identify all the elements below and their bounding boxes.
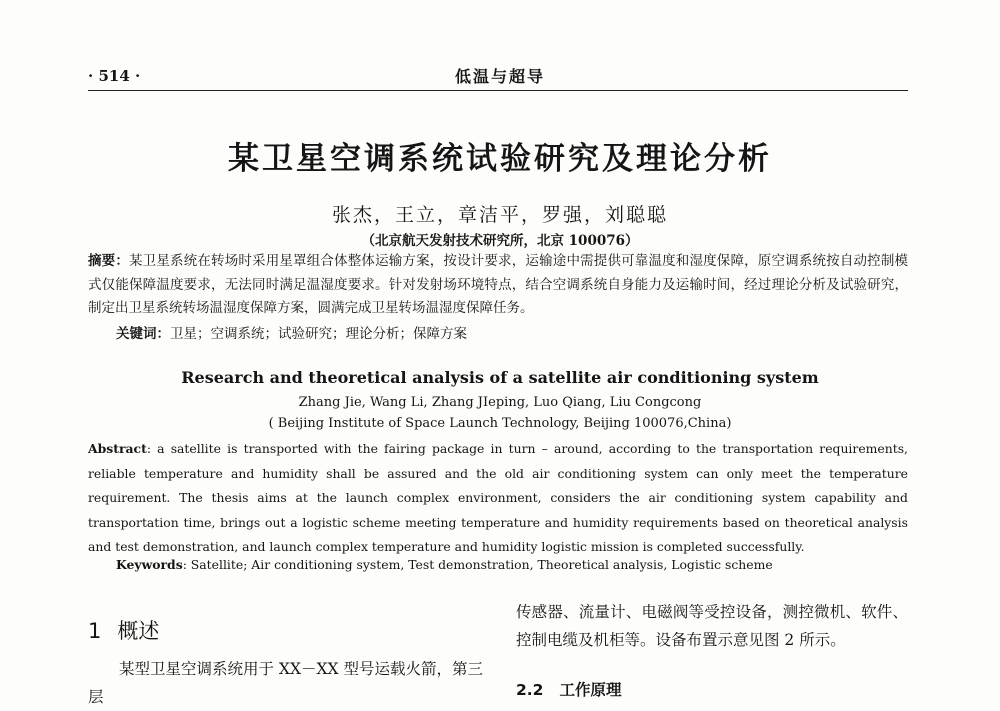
section-title: 概述: [117, 619, 160, 643]
abstract-chinese-label: 摘要：: [88, 253, 130, 269]
affiliation-chinese: （北京航天发射技术研究所，北京 100076）: [361, 233, 639, 249]
keywords-english: [116, 557, 773, 572]
abstract-chinese: [88, 250, 908, 321]
section-number: 1: [88, 619, 102, 643]
affiliation-english: ( Beijing Institute of Space Launch Technology, Beijing 100076,China): [268, 416, 732, 431]
title-english: Research and theoretical analysis of a satellite air conditioning system: [181, 368, 819, 387]
header-rule: [88, 90, 908, 91]
authors-english: Zhang Jie, Wang Li, Zhang JIeping, Luo Qiang, Liu Congcong: [298, 395, 702, 410]
body-text-right: 传感器、流量计、电磁阀等受控设备，测控微机、软件、控制电缆及机柜等。设备布置示意见图 2 所示。: [516, 603, 908, 649]
page-number: · 514 ·: [88, 67, 141, 85]
keywords-english-text: : Satellite; Air conditioning system, Test demonstration, Theoretical analysis, Logistic scheme: [182, 557, 773, 572]
abstract-english: [88, 437, 908, 560]
keywords-chinese-text: 卫星；空调系统；试验研究；理论分析；保障方案: [170, 326, 467, 342]
abstract-english-text: : a satellite is transported with the fairing package in turn – around, according to the transportation requirements, reliable temperature and humidity shall be assured and the old air conditioning system can only meet the temperature requirement. The thesis aims at the launch complex environment, considers the air conditioning system capability and transportation time, brings out a logistic scheme meeting temperature and humidity requirements based on theoretical analysis and test demonstration, and launch complex temperature and humidity logistic mission is completed successfully.: [88, 441, 908, 554]
abstract-chinese-text: 某卫星系统在转场时采用星罩组合体整体运输方案，按设计要求，运输途中需提供可靠温度和湿度保障，原空调系统按自动控制模式仅能保障温度要求，无法同时满足温湿度要求。针对发射场环境特点，结合空调系统自身能力及运输时间，经过理论分析及试验研究，制定出卫星系统转场温湿度保障方案，圆满完成卫星转场温湿度保障任务。: [88, 253, 909, 316]
authors-chinese: 张杰，王立，章洁平，罗强，刘聪聪: [331, 204, 668, 226]
subsection-number: 2.2: [516, 681, 544, 699]
subsection-heading: [516, 678, 621, 700]
keywords-english-label: Keywords: [116, 557, 183, 572]
journal-name: 低温与超导: [454, 67, 545, 86]
abstract-english-label: Abstract: [88, 441, 147, 456]
subsection-title: 工作原理: [559, 681, 622, 699]
section-heading: [88, 615, 159, 645]
title-chinese: 某卫星空调系统试验研究及理论分析: [228, 141, 772, 177]
keywords-chinese-label: 关键词：: [116, 326, 170, 342]
keywords-chinese: [116, 322, 467, 342]
body-text-left: 某型卫星空调系统用于 XX－XX 型号运载火箭，第三层: [88, 660, 483, 706]
